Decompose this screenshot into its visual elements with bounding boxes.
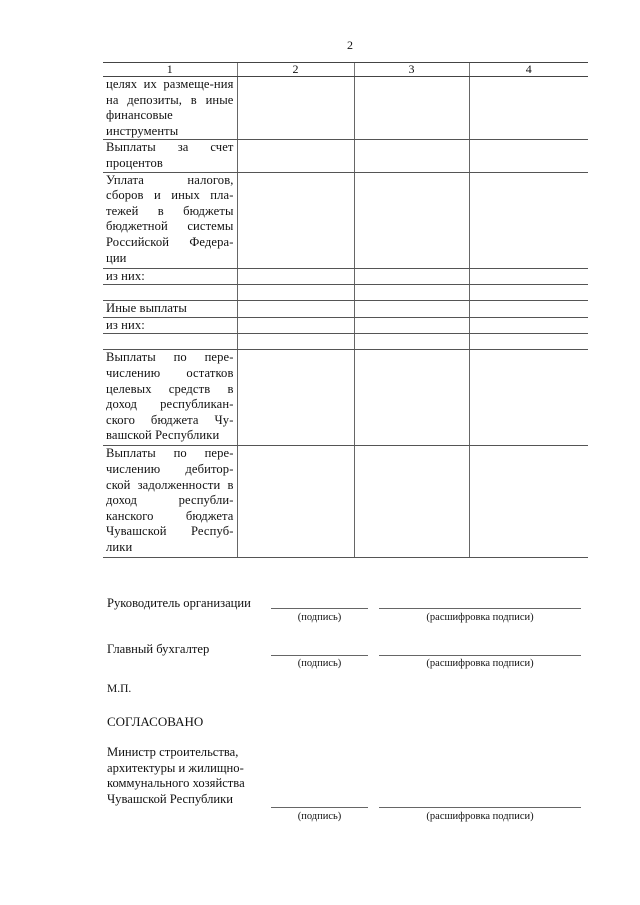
row-label: Иные выплаты: [103, 301, 237, 318]
table-row: [103, 317, 588, 334]
column-header: 1: [103, 63, 237, 77]
value-cell: [237, 140, 354, 172]
page-number: 2: [347, 38, 353, 52]
value-cell: [469, 77, 588, 140]
table-row: [103, 77, 588, 140]
minister-title-line: Чувашской Республики: [107, 791, 233, 806]
table-header-row: [103, 63, 588, 77]
value-cell: [237, 268, 354, 285]
minister-title-line: коммунального хозяйства: [107, 776, 245, 790]
value-cell: [354, 172, 469, 268]
value-cell: [354, 446, 469, 558]
row-label: [103, 285, 237, 301]
value-cell: [237, 301, 354, 318]
minister-decode-line: [379, 807, 581, 808]
minister-title-line: Министр строительства,: [107, 745, 239, 759]
value-cell: [237, 77, 354, 140]
value-cell: [237, 317, 354, 334]
value-cell: [354, 350, 469, 446]
value-cell: [237, 172, 354, 268]
table-row: [103, 446, 588, 558]
minister-title: [107, 745, 245, 807]
minister-title-line: архитектуры и жилищно-: [107, 760, 244, 775]
value-cell: [237, 446, 354, 558]
decode-caption: (расшифровка подписи): [426, 612, 534, 623]
table-row: [103, 334, 588, 350]
stamp-place-label: М.П.: [107, 683, 132, 695]
value-cell: [469, 301, 588, 318]
table-row: [103, 301, 588, 318]
value-cell: [354, 317, 469, 334]
table-body: [103, 77, 588, 558]
accountant-decode-line: [379, 655, 581, 656]
value-cell: [354, 285, 469, 301]
row-label: [103, 334, 237, 350]
signature-caption: (подпись): [297, 612, 342, 623]
chief-accountant-label: Главный бухгалтер: [107, 642, 210, 656]
value-cell: [469, 268, 588, 285]
column-header: 4: [469, 63, 588, 77]
accountant-signature-line: [271, 655, 368, 656]
value-cell: [469, 317, 588, 334]
row-label: Уплата налогов, сборов и иных пла-тежей в бюджеты бюджетной системы Российской Федера-ции: [103, 172, 237, 268]
value-cell: [237, 285, 354, 301]
value-cell: [469, 446, 588, 558]
signature-caption: (подпись): [297, 658, 342, 669]
table-row: [103, 172, 588, 268]
approved-heading: СОГЛАСОВАНО: [107, 714, 204, 729]
column-header: 3: [354, 63, 469, 77]
value-cell: [469, 140, 588, 172]
payments-table: [103, 62, 588, 558]
decode-caption: (расшифровка подписи): [426, 811, 534, 822]
value-cell: [354, 301, 469, 318]
head-signature-line: [271, 608, 368, 609]
value-cell: [469, 334, 588, 350]
value-cell: [354, 268, 469, 285]
value-cell: [469, 172, 588, 268]
table-row: [103, 140, 588, 172]
minister-signature-line: [271, 807, 368, 808]
table-row: [103, 268, 588, 285]
row-label: Выплаты за счет процентов: [103, 140, 237, 172]
signature-caption: (подпись): [297, 811, 342, 822]
value-cell: [354, 140, 469, 172]
decode-caption: (расшифровка подписи): [426, 658, 534, 669]
value-cell: [237, 334, 354, 350]
head-decode-line: [379, 608, 581, 609]
column-header: 2: [237, 63, 354, 77]
value-cell: [354, 77, 469, 140]
row-label: целях их размеще-ния на депозиты, в иные финансовые инструменты: [103, 77, 237, 140]
table-row: [103, 350, 588, 446]
row-label: из них:: [103, 317, 237, 334]
head-of-organization-label: Руководитель организации: [107, 596, 251, 610]
value-cell: [469, 350, 588, 446]
row-label: Выплаты по пере-числению остатков целевых средств в доход республикан-ского бюджета Чу-вашской Республики: [103, 350, 237, 446]
row-label: из них:: [103, 268, 237, 285]
row-label: Выплаты по пере-числению дебитор-ской задолженности в доход республи-канского бюджета Чувашской Респуб-лики: [103, 446, 237, 558]
value-cell: [237, 350, 354, 446]
table-row: [103, 285, 588, 301]
value-cell: [469, 285, 588, 301]
value-cell: [354, 334, 469, 350]
